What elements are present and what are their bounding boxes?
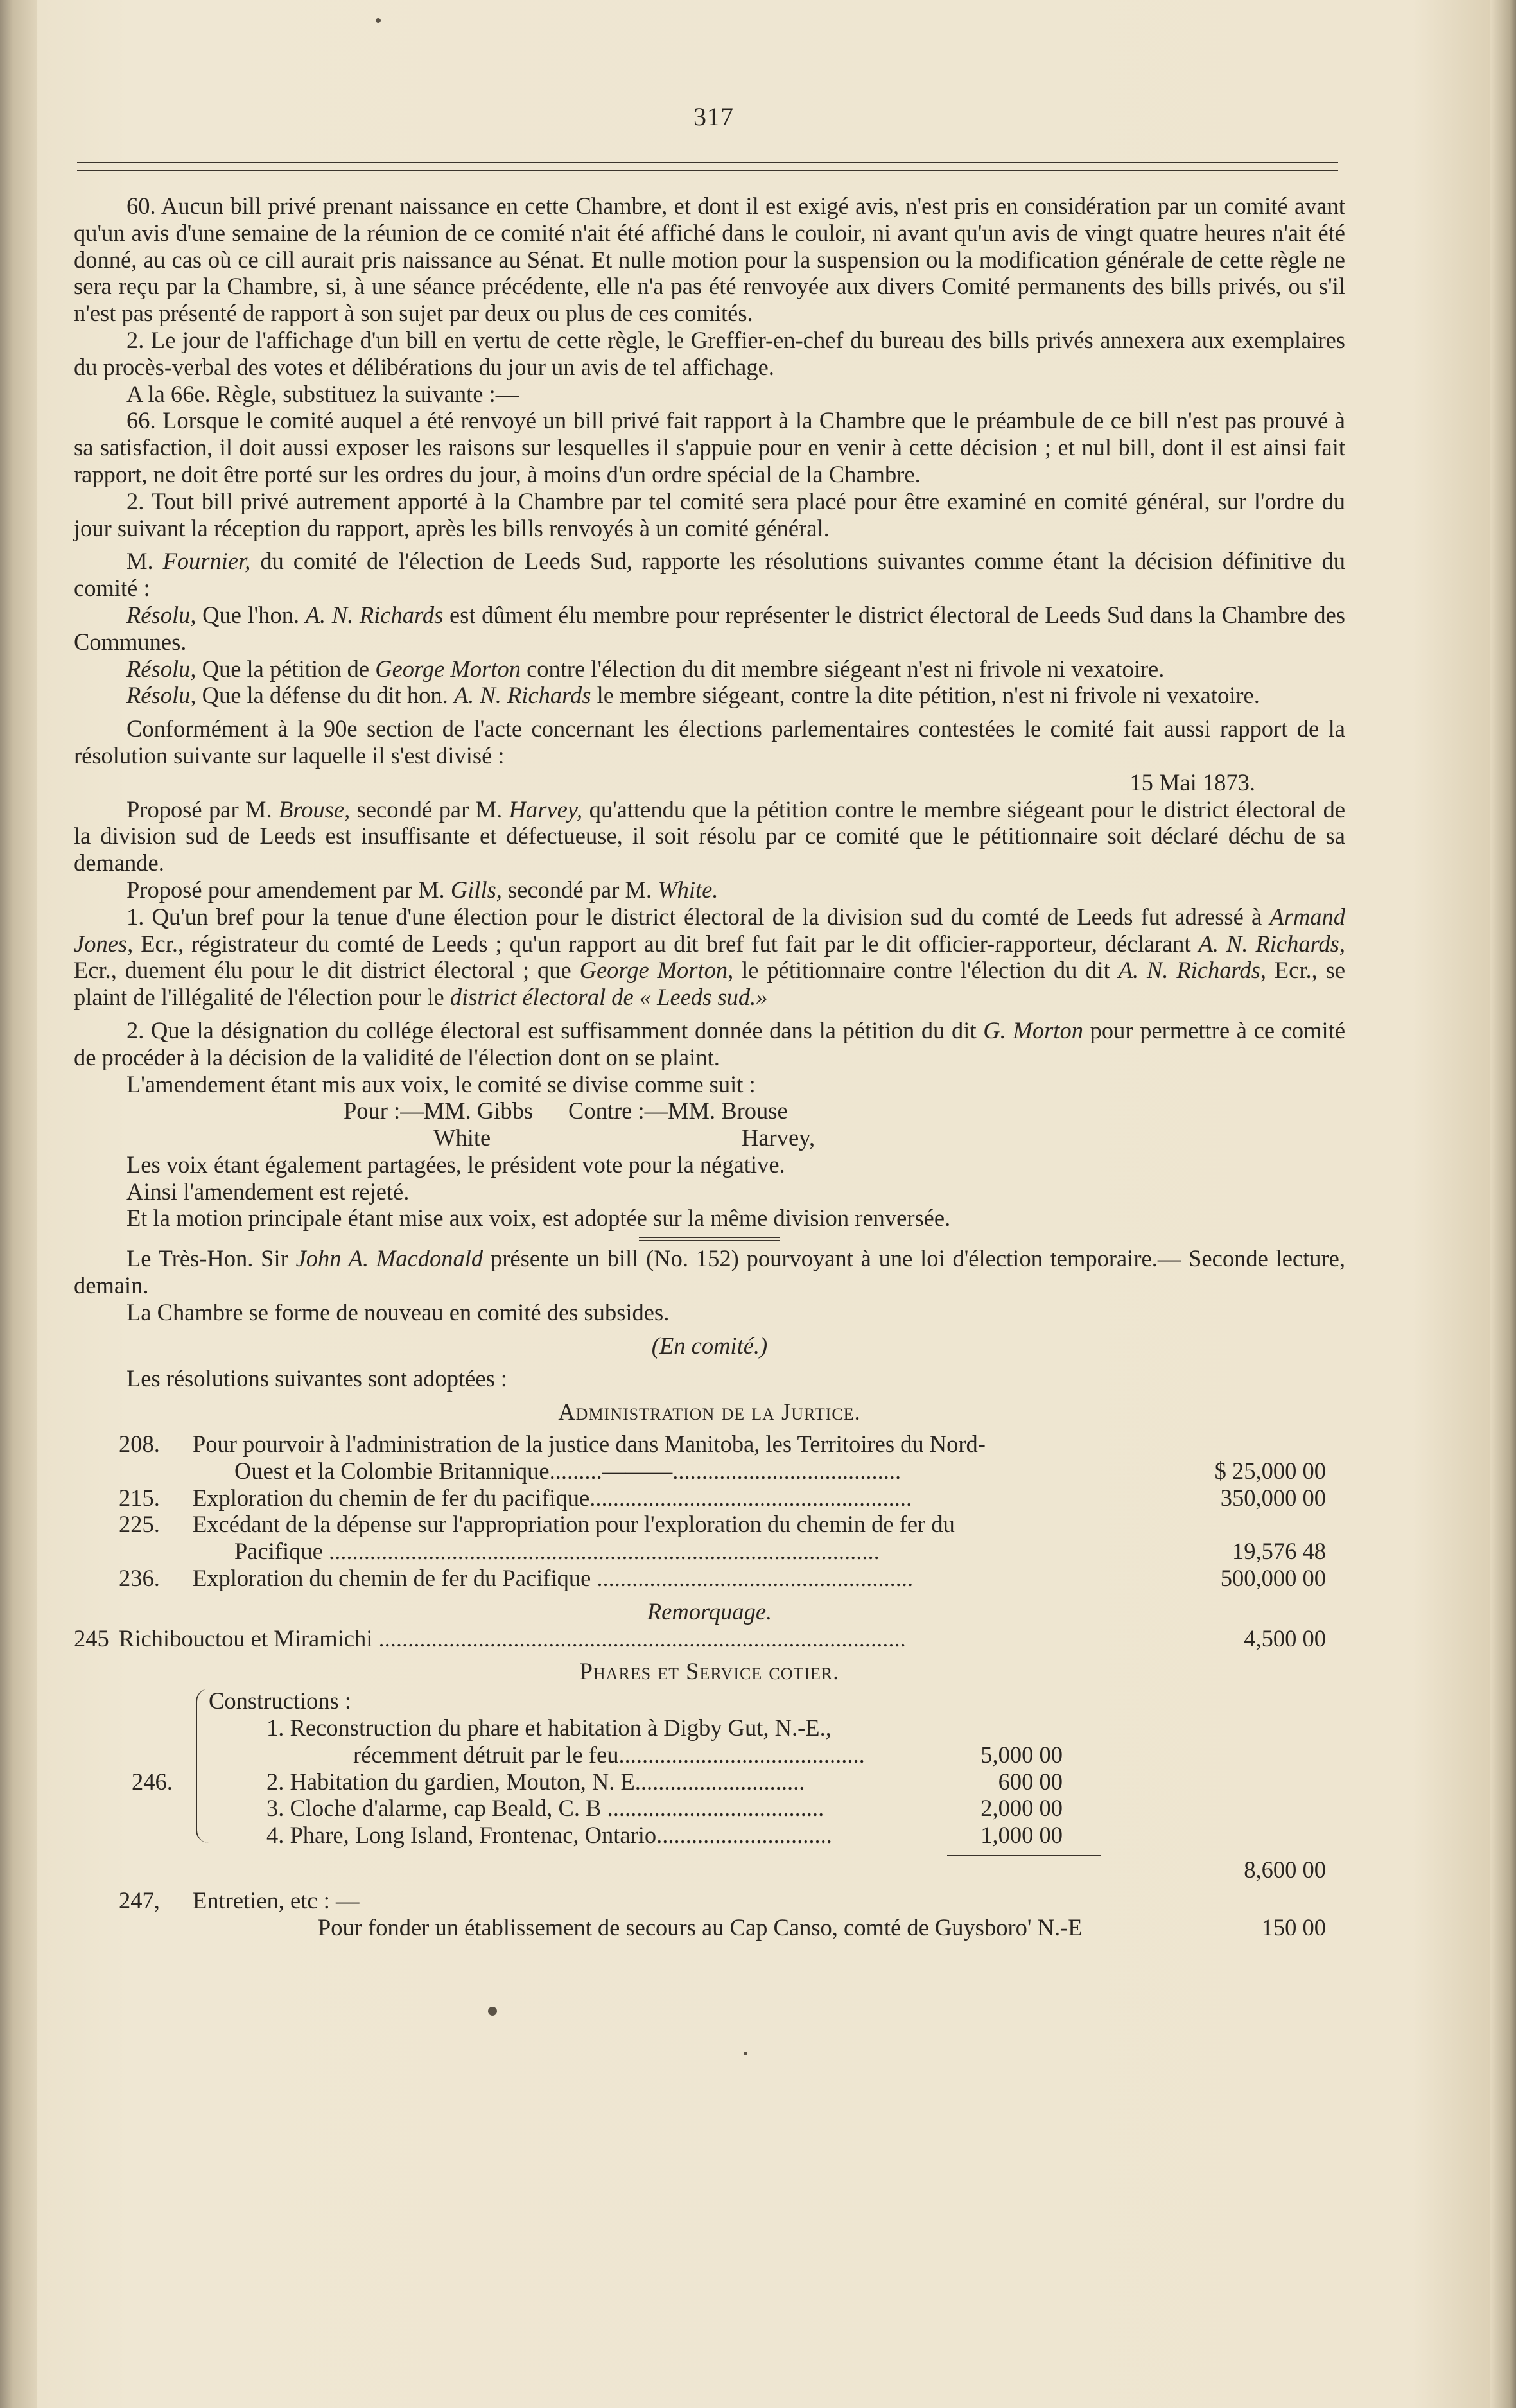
ink-speck xyxy=(744,2052,747,2055)
vote-result-1: Les voix étant également partagées, le président vote pour la négative. xyxy=(126,1151,785,1178)
constructions-heading: Constructions : xyxy=(209,1688,352,1714)
item-247-head: 247, Entretien, etc : — xyxy=(119,1887,360,1914)
report-date: 15 Mai 1873. xyxy=(1129,769,1255,796)
vote-pour-2: White xyxy=(433,1124,491,1151)
phares-row: 2. Habitation du gardien, Mouton, N. E............................. 600 00 xyxy=(266,1768,1063,1795)
section-divider xyxy=(639,1237,780,1241)
budget-row: Ouest et la Colombie Britannique.........———....................................... $ 25,000 00 xyxy=(234,1457,1326,1484)
phares-total: 8,600 00 xyxy=(1244,1856,1326,1883)
fournier-report: M. Fournier, du comité de l'élection de Leeds Sud, rapporte les résolutions suivantes comme étant la décision définitive du comité : xyxy=(74,548,1345,602)
vote-row-2 xyxy=(74,1124,1345,1151)
left-gutter-shadow xyxy=(0,0,37,2408)
paragraph-rule-60-2: 2. Le jour de l'affichage d'un bill en vertu de cette règle, le Greffier-en-chef du bureau des bills privés annexera aux exemplaires du procès-verbal des votes et délibérations du jour un avis de tel affichage. xyxy=(74,326,1345,380)
amendment-point-1: 1. Qu'un bref pour la tenue d'une élection pour le district électoral de la division sud du comté de Leeds fut adressé à Armand Jones, Ecr., régistrateur du comté de Leeds ; qu'un rapport au dit bref fut fait par le dit officier-rapporteur, déclarant A. N. Richards, Ecr., duement élu pour le dit district électoral ; que George Morton, le pétitionnaire contre l'élection du dit A. N. Richards, Ecr., se plaint de l'illégalité de l'élection pour le district électoral de « Leeds sud.» xyxy=(74,903,1346,1011)
budget-row: Pacifique .............................................................................................. 19,576 48 xyxy=(234,1538,1326,1565)
phares-row: 1. Reconstruction du phare et habitation à Digby Gut, N.-E., xyxy=(266,1714,832,1741)
budget-row: 225. Excédant de la dépense sur l'appropriation pour l'exploration du chemin de fer du xyxy=(119,1511,955,1538)
vote-result-2: Ainsi l'amendement est rejeté. xyxy=(126,1178,410,1205)
resolution-3: Résolu, Que la défense du dit hon. A. N. Richards le membre siégeant, contre la dite pétition, n'est ni frivole ni vexatoire. xyxy=(126,682,1260,709)
phares-row: récemment détruit par le feu.......................................... 5,000 00 xyxy=(353,1741,1063,1768)
resolutions-adopted: Les résolutions suivantes sont adoptées : xyxy=(126,1365,508,1392)
item-number-246: 246. xyxy=(132,1768,173,1795)
amendment-point-2: 2. Que la désignation du collége électoral est suffisamment donnée dans la pétition du dit G. Morton pour permettre à ce comité de procéder à la décision de la validité de l'élection dont on se plaint. xyxy=(74,1016,1346,1070)
section-remorquage-heading: Remorquage. xyxy=(647,1598,772,1625)
page-number: 317 xyxy=(693,102,734,131)
ink-speck xyxy=(488,2007,497,2016)
macdonald-bill: Le Très-Hon. Sir John A. Macdonald présente un bill (No. 152) pourvoyant à une loi d'élection temporaire.— Seconde lecture, demain. xyxy=(74,1245,1346,1299)
motion-brouse: Proposé par M. Brouse, secondé par M. Harvey, qu'attendu que la pétition contre le membre siégeant pour le district électoral de la division sud de Leeds est insuffisante et défectueuse, il soit résolu par ce comité que le pétitionnaire soit déclaré déchu de sa demande. xyxy=(74,796,1346,877)
section-phares-heading: Phares et Service cotier. xyxy=(579,1658,840,1685)
vote-pour-1: Pour :—MM. Gibbs xyxy=(344,1097,534,1124)
paragraph-rule-66-2: 2. Tout bill privé autrement apporté à la Chambre par tel comité sera placé pour être examiné en comité général, sur l'ordre du jour suivant la réception du rapport, après les bills renvoyés à un comité général. xyxy=(74,487,1345,541)
en-comite: (En comité.) xyxy=(651,1332,768,1359)
budget-row: 236. Exploration du chemin de fer du Pacifique ...................................................... 500,000 00 xyxy=(119,1565,1326,1592)
curly-brace xyxy=(196,1689,209,1843)
paragraph-substitute: A la 66e. Règle, substituez la suivante :— xyxy=(126,380,519,407)
justice-items xyxy=(74,1431,1345,1592)
paragraph-rule-66: 66. Lorsque le comité auquel a été renvoyé un bill privé fait rapport à la Chambre que le préambule de ce bill n'est pas prouvé à sa satisfaction, il doit aussi exposer les raisons sur lesquelles il s'appuie pour en venir à cette décision ; et nul bill, dont il est ainsi fait rapport, ne doit être porté sur les ordres du jour, à moins d'un ordre spécial de la Chambre. xyxy=(74,407,1345,487)
section-justice-heading: Administration de la Jurtice. xyxy=(558,1399,861,1426)
budget-row: 208. Pour pourvoir à l'administration de la justice dans Manitoba, les Territoires du Nord- xyxy=(119,1431,986,1458)
phares-row: 4. Phare, Long Island, Frontenac, Ontario.............................. 1,000 00 xyxy=(266,1822,1063,1849)
budget-row: 245 Richibouctou et Miramichi .......................................................................................... 4,500 00 xyxy=(74,1625,1326,1652)
fournier-name: Fournier, xyxy=(162,548,251,575)
resolution-1: Résolu, Que l'hon. A. N. Richards est dûment élu membre pour représenter le district électoral de Leeds Sud dans la Chambre des Communes. xyxy=(74,601,1345,655)
amendment-gills: Proposé pour amendement par M. Gills, secondé par M. White. xyxy=(126,876,719,903)
vote-contre-2: Harvey, xyxy=(742,1124,815,1151)
vote-result-3: Et la motion principale étant mise aux voix, est adoptée sur la même division renversée. xyxy=(126,1205,951,1232)
resolution-2: Résolu, Que la pétition de George Morton contre l'élection du dit membre siégeant n'est ni frivole ni vexatoire. xyxy=(126,655,1165,682)
phares-block xyxy=(74,1688,1345,1883)
right-page-edge xyxy=(1490,0,1516,2408)
vote-row-1 xyxy=(74,1097,1345,1124)
ink-speck xyxy=(376,18,381,23)
vote-contre-1: Contre :—MM. Brouse xyxy=(568,1097,788,1124)
item-247-row: Pour fonder un établissement de secours au Cap Canso, comté de Guysboro' N.-E 150 00 xyxy=(318,1914,1326,1941)
phares-row: 3. Cloche d'alarme, cap Beald, C. B ..................................... 2,000 00 xyxy=(266,1795,1063,1822)
paragraph-rule-60: 60. Aucun bill privé prenant naissance en cette Chambre, et dont il est exigé avis, n'est pris en considération par un comité avant qu'un avis d'une semaine de la réunion de ce comité n'ait été affiché dans le couloir, ni avant qu'un avis de vingt quatre heures n'ait été donné, au cas où ce cill aurait pris naissance au Sénat. Et nulle motion pour la suspension ou la modification générale de cette règle ne sera reçu par la Chambre, si, à une séance précédente, elle n'a pas été renvoyée aux divers Comité permanents des bills privés, ou s'il n'est pas présenté de rapport à son sujet par deux ou plus de ces comités. xyxy=(74,193,1345,327)
header-rule xyxy=(77,162,1338,171)
conformement-paragraph: Conformément à la 90e section de l'acte concernant les élections parlementaires contestées le comité fait aussi rapport de la résolution suivante sur laquelle il s'est divisé : xyxy=(74,715,1345,769)
budget-row: 215. Exploration du chemin de fer du pacifique....................................................... 350,000 00 xyxy=(119,1484,1326,1511)
page-body xyxy=(74,193,1345,1941)
amendment-vote-intro: L'amendement étant mis aux voix, le comité se divise comme suit : xyxy=(126,1070,756,1097)
committee-of-supply: La Chambre se forme de nouveau en comité des subsides. xyxy=(126,1298,670,1325)
